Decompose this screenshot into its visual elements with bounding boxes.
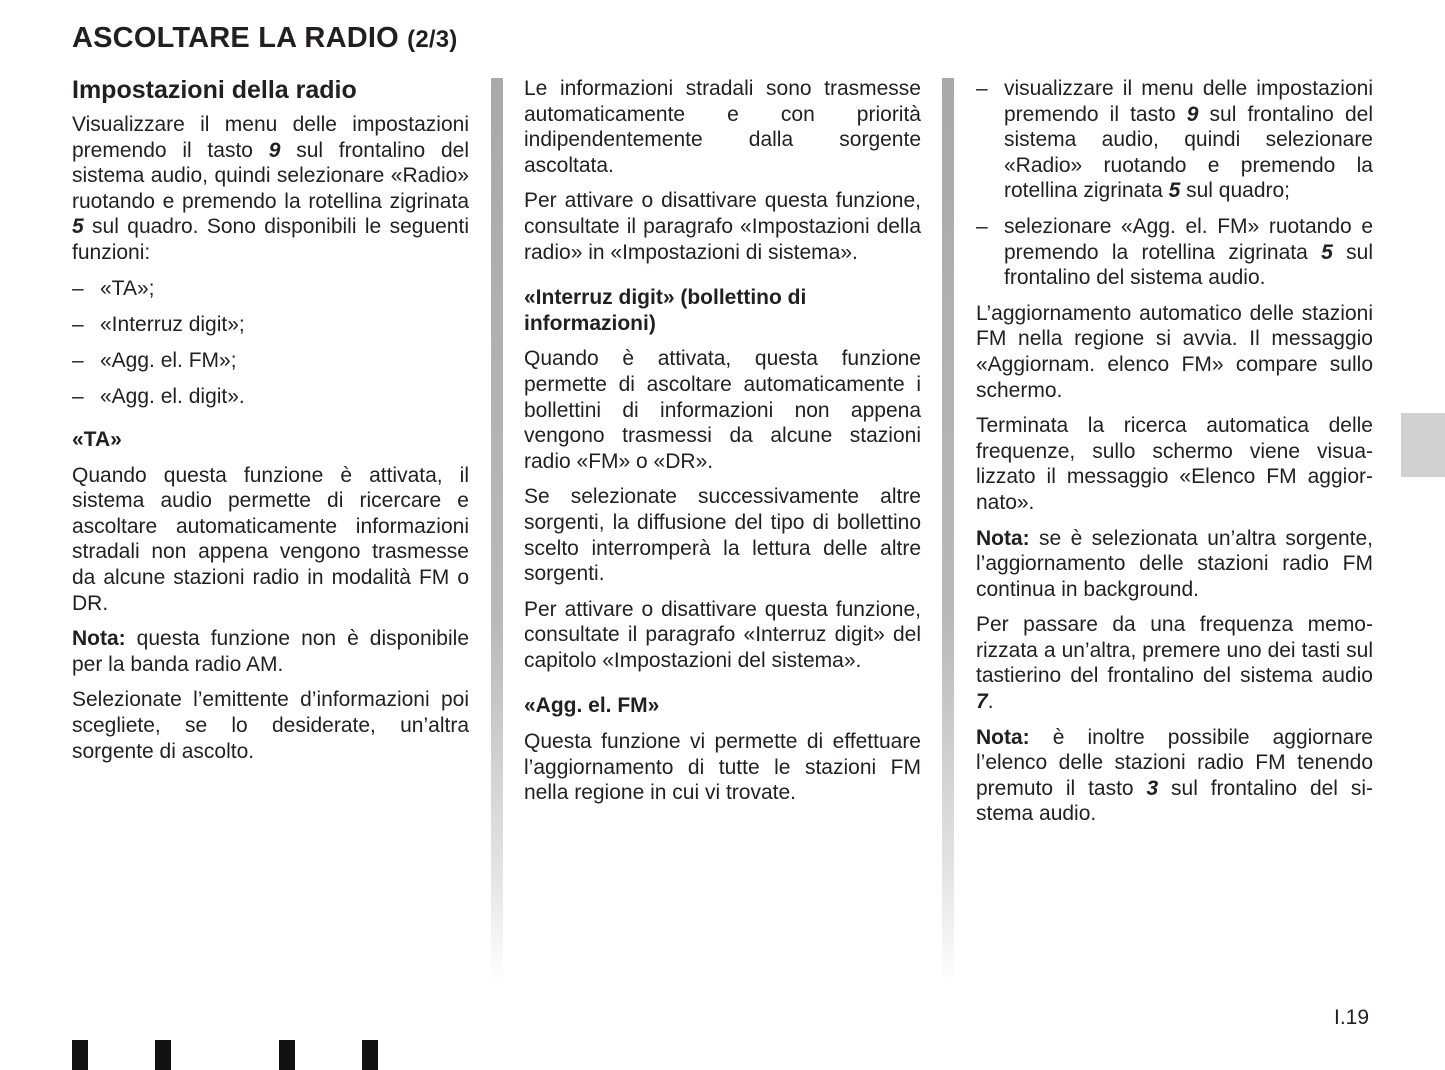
update-note-1 bbox=[976, 526, 1373, 603]
list-item-text: «Interruz digit»; bbox=[100, 312, 245, 336]
note-label: Nota: bbox=[976, 526, 1030, 550]
text-run: Visualizzare il menu delle impostazioni premendo il tasto bbox=[72, 113, 469, 162]
list-item bbox=[72, 384, 469, 410]
ta-note bbox=[72, 626, 469, 677]
text-run: è inoltre possibile aggiornare l’elenco delle stazioni radio FM tenendo premuto il tasto bbox=[976, 725, 1373, 800]
text-run: sul frontalino del sistema audio. bbox=[976, 776, 1373, 826]
column-3 bbox=[976, 76, 1373, 837]
key-number: 7 bbox=[976, 690, 988, 714]
list-item-text: «Agg. el. digit». bbox=[100, 384, 245, 408]
text-run: sul quadro; bbox=[1180, 179, 1291, 203]
column-1 bbox=[72, 74, 469, 774]
chapter-tab bbox=[1401, 413, 1445, 477]
ta-heading: «TA» bbox=[72, 428, 122, 452]
text-run: selezionare «Agg. el. FM» ruotando e premendo la rotellina zigrinata bbox=[1004, 214, 1373, 264]
list-item-text: «TA»; bbox=[100, 276, 155, 300]
list-item bbox=[976, 214, 1373, 291]
page-title-text: ASCOLTARE LA RADIO bbox=[72, 22, 399, 54]
intro-paragraph bbox=[72, 112, 469, 266]
registration-mark bbox=[72, 1040, 88, 1070]
text-run: Per passare da una frequenza memorizzata a un’altra, premere uno dei tasti sul tastierino del frontalino del sistema audio bbox=[976, 613, 1373, 688]
dash-mark: – bbox=[72, 276, 84, 300]
key-number: 3 bbox=[1146, 776, 1159, 800]
column-divider bbox=[491, 78, 503, 983]
note-text: se è selezionata un’altra sorgente, l’aggiornamento delle stazioni radio FM continua in background. bbox=[976, 526, 1373, 601]
text-run: sul quadro. Sono disponibili le seguenti funzioni: bbox=[72, 215, 469, 264]
agg-heading: «Agg. el. FM» bbox=[524, 694, 660, 718]
step-list bbox=[976, 76, 1373, 291]
interruz-paragraph-1: Quando è attivata, questa funzione permette di ascoltare automaticamente i bollettini di informazioni non appena vengono trasmessi da alcune stazioni radio «FM» o «DR». bbox=[524, 347, 921, 473]
interruz-paragraph-3: Per attivare o disattivare questa funzione, consultate il paragrafo «Interruz digit» del capitolo «Impostazioni del sistema». bbox=[524, 597, 921, 672]
agg-paragraph: Questa funzione vi permette di effettuare l’aggiornamento di tutte le stazioni FM nella regione in cui vi trovate. bbox=[524, 730, 921, 805]
note-label: Nota: bbox=[72, 627, 126, 651]
page-title-part: (2/3) bbox=[407, 26, 458, 53]
page-number: I.19 bbox=[1334, 1006, 1370, 1029]
update-paragraph-1: L’aggiornamento automatico delle stazioni FM nella regione si avvia. Il messaggio «Aggiornam. elenco FM» compare sullo schermo. bbox=[976, 301, 1373, 402]
preset-paragraph bbox=[976, 612, 1373, 714]
list-item bbox=[72, 276, 469, 302]
list-item bbox=[72, 348, 469, 374]
text-run: visualizzare il menu delle impostazioni premendo il tasto bbox=[1004, 77, 1373, 126]
key-number: 9 bbox=[268, 138, 281, 162]
ta-settings-paragraph: Per attivare o disattivare questa funzione, consultate il paragrafo «Impostazioni della radio» in «Impostazioni di sistema». bbox=[524, 189, 921, 264]
interruz-heading: «Interruz digit» (bollettino di informazioni) bbox=[524, 286, 807, 335]
list-item bbox=[976, 76, 1373, 204]
function-list bbox=[72, 276, 469, 410]
text-run: . bbox=[987, 690, 994, 714]
text-run: sul frontalino del sistema audio. bbox=[1004, 240, 1373, 290]
dash-mark: – bbox=[976, 77, 988, 100]
note-label: Nota: bbox=[976, 725, 1030, 749]
dash-mark: – bbox=[976, 214, 988, 238]
list-item-text: «Agg. el. FM»; bbox=[100, 348, 237, 372]
list-item bbox=[72, 312, 469, 338]
column-divider bbox=[942, 78, 954, 983]
key-number: 9 bbox=[1186, 102, 1199, 126]
page-title bbox=[72, 22, 458, 55]
section-title: Impostazioni della radio bbox=[72, 76, 357, 104]
ta-continued-paragraph: Le informazioni stradali sono trasmesse automaticamente e con priorità indipendentemente dalla sorgente ascoltata. bbox=[524, 77, 921, 177]
ta-paragraph: Quando questa funzione è attivata, il sistema audio permette di ricercare e ascoltare automaticamente informazioni stradali non appena vengono trasmesse da alcune stazioni radio in modalità FM o DR. bbox=[72, 463, 469, 615]
update-paragraph-2: Terminata la ricerca automatica delle frequenze, sullo schermo viene visualizzato il messaggio «Elenco FM aggiornato». bbox=[976, 414, 1373, 514]
key-number: 5 bbox=[1321, 240, 1333, 264]
text-run: sul frontalino del sistema audio, quindi selezionare «Radio» ruotando e premendo la rotellina zigrinata bbox=[1004, 102, 1373, 203]
dash-mark: – bbox=[72, 384, 84, 408]
key-number: 5 bbox=[72, 215, 84, 239]
registration-mark bbox=[279, 1040, 295, 1070]
key-number: 5 bbox=[1168, 179, 1181, 203]
dash-mark: – bbox=[72, 312, 84, 336]
dash-mark: – bbox=[72, 348, 84, 372]
note-text: questa funzione non è disponibile per la banda radio AM. bbox=[72, 627, 469, 676]
registration-mark bbox=[362, 1040, 378, 1070]
update-note-2 bbox=[976, 725, 1373, 827]
ta-paragraph-2: Selezionate l’emittente d’informazioni poi scegliete, se lo desiderate, un’altra sorgente di ascolto. bbox=[72, 688, 469, 763]
registration-mark bbox=[155, 1040, 171, 1070]
text-run: sul frontalino del sistema audio, quindi selezionare «Radio» ruotando e premendo la rotellina zigrinata bbox=[72, 138, 469, 213]
column-2 bbox=[524, 76, 921, 816]
interruz-paragraph-2: Se selezionate successivamente altre sorgenti, la diffusione del tipo di bollettino scelto interromperà la lettura delle altre sorgenti. bbox=[524, 485, 921, 586]
